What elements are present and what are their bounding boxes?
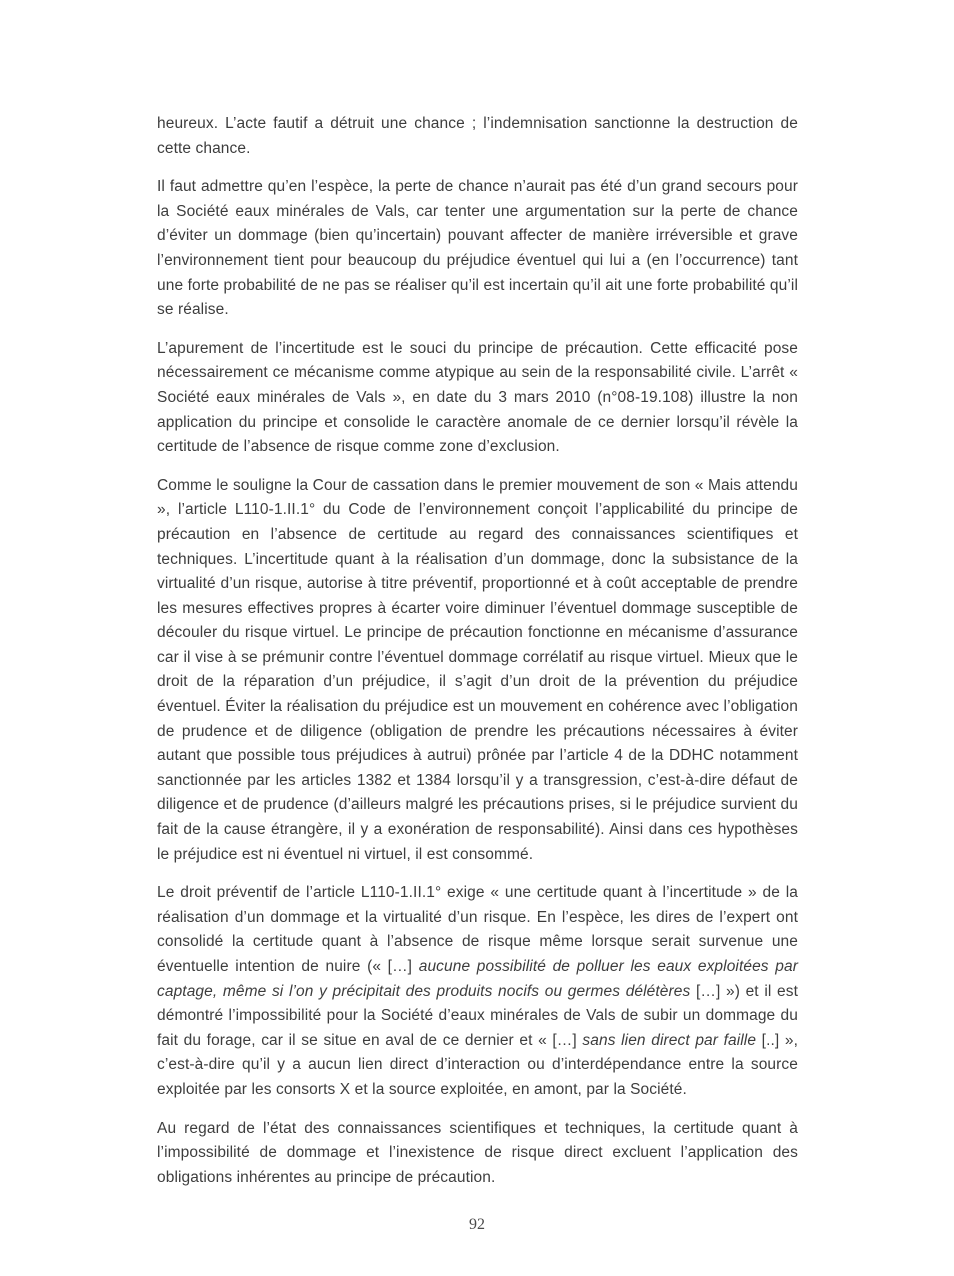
paragraph-text: […] ») et il est démontré l’impossibilité pour la Société d’eaux minérales de Vals de subir un dommage du fait du forage, car il se situe en aval de ce dernier et « […] xyxy=(157,982,798,1049)
paragraph xyxy=(157,474,798,868)
paragraph-text: [..] », c’est-à-dire qu’il y a aucun lien direct d’interaction ou d’interdépendance entre la source exploitée par les consorts X et la source exploitée, en amont, par la Société. xyxy=(157,1031,798,1098)
paragraph xyxy=(157,175,798,323)
paragraph-text: Il faut admettre qu’en l’espèce, la perte de chance n’aurait pas été d’un grand secours pour la Société eaux minérales de Vals, car tenter une argumentation sur la perte de chance d’éviter un dommage (bien qu’incertain) pouvant affecter de manière irréversible et grave l’environnement tient pour beaucoup du préjudice éventuel qui lui a (en l’occurrence) tant une forte probabilité de ne pas se réaliser qu’il est incertain qu’il ait une forte probabilité qu’il se réalise. xyxy=(157,178,798,319)
paragraph-text: Au regard de l’état des connaissances scientifiques et techniques, la certitude quant à l’impossibilité de dommage et l’inexistence de risque direct excluent l’application des obligations inhérentes au principe de précaution. xyxy=(157,1119,798,1186)
paragraph-text: L’apurement de l’incertitude est le souci du principe de précaution. Cette efficacité pose nécessairement ce mécanisme comme atypique au sein de la responsabilité civile. L’arrêt « Société eaux minérales de Vals », en date du 3 mars 2010 (n°08-19.108) illustre la non application du principe et consolide le caractère anomale de ce dernier lorsqu’il révèle la certitude de l’absence de risque comme zone d’exclusion. xyxy=(157,339,798,456)
paragraph-text-italic-quote: aucune possibilité de polluer les eaux exploitées par captage, même si l’on y précipitait des produits nocifs ou germes délétères xyxy=(157,958,798,1000)
text-block xyxy=(157,112,798,1204)
paragraph-text: Le droit préventif de l’article L110-1.II.1° exige « une certitude quant à l’incertitude » de la réalisation d’un dommage et la virtualité d’un risque. En l’espèce, les dires de l’expert ont consolidé la certitude quant à l’absence de risque même lorsque serait survenue une éventuelle intention de nuire (« […] xyxy=(157,884,798,975)
paragraph-text: Comme le souligne la Cour de cassation dans le premier mouvement de son « Mais attendu », l’article L110-1.II.1° du Code de l’environnement conçoit l’applicabilité du principe de précaution en l’absence de certitude au regard des connaissances scientifiques et techniques. L’incertitude quant à la réalisation d’un dommage, donc la subsistance de la virtualité d’un risque, autorise à titre préventif, proportionné et à coût acceptable de prendre les mesures effectives propres à écarter voire diminuer l’éventuel dommage susceptible de découler du risque virtuel. Le principe de précaution fonctionne en mécanisme d’assurance car il vise à se prémunir contre l’éventuel dommage corrélatif au risque virtuel. Mieux que le droit de la réparation d’un préjudice, il s’agit d’un droit de la prévention du préjudice éventuel. Éviter la réalisation du préjudice est un mouvement en cohérence avec l’obligation de prudence et de diligence (obligation de prendre les précautions nécessaires à éviter autant que possible tous préjudices à autrui) prônée par l’article 4 de la DDHC notamment sanctionnée par les articles 1382 et 1384 lorsqu’il y a transgression, c’est-à-dire défaut de diligence et de prudence (d’ailleurs malgré les précautions prises, si le préjudice survient du fait de la cause étrangère, il y a exonération de responsabilité). Ainsi dans ces hypothèses le préjudice est ni éventuel ni virtuel, il est consommé. xyxy=(157,476,798,863)
page-number: 92 xyxy=(469,1216,485,1233)
paragraph xyxy=(157,881,798,1102)
paragraph-text-italic-quote: sans lien direct par faille xyxy=(582,1031,757,1049)
paragraph xyxy=(157,337,798,460)
paragraph xyxy=(157,1117,798,1191)
paragraph-text: heureux. L’acte fautif a détruit une chance ; l’indemnisation sanctionne la destruction de cette chance. xyxy=(157,115,798,157)
paragraph xyxy=(157,112,798,161)
